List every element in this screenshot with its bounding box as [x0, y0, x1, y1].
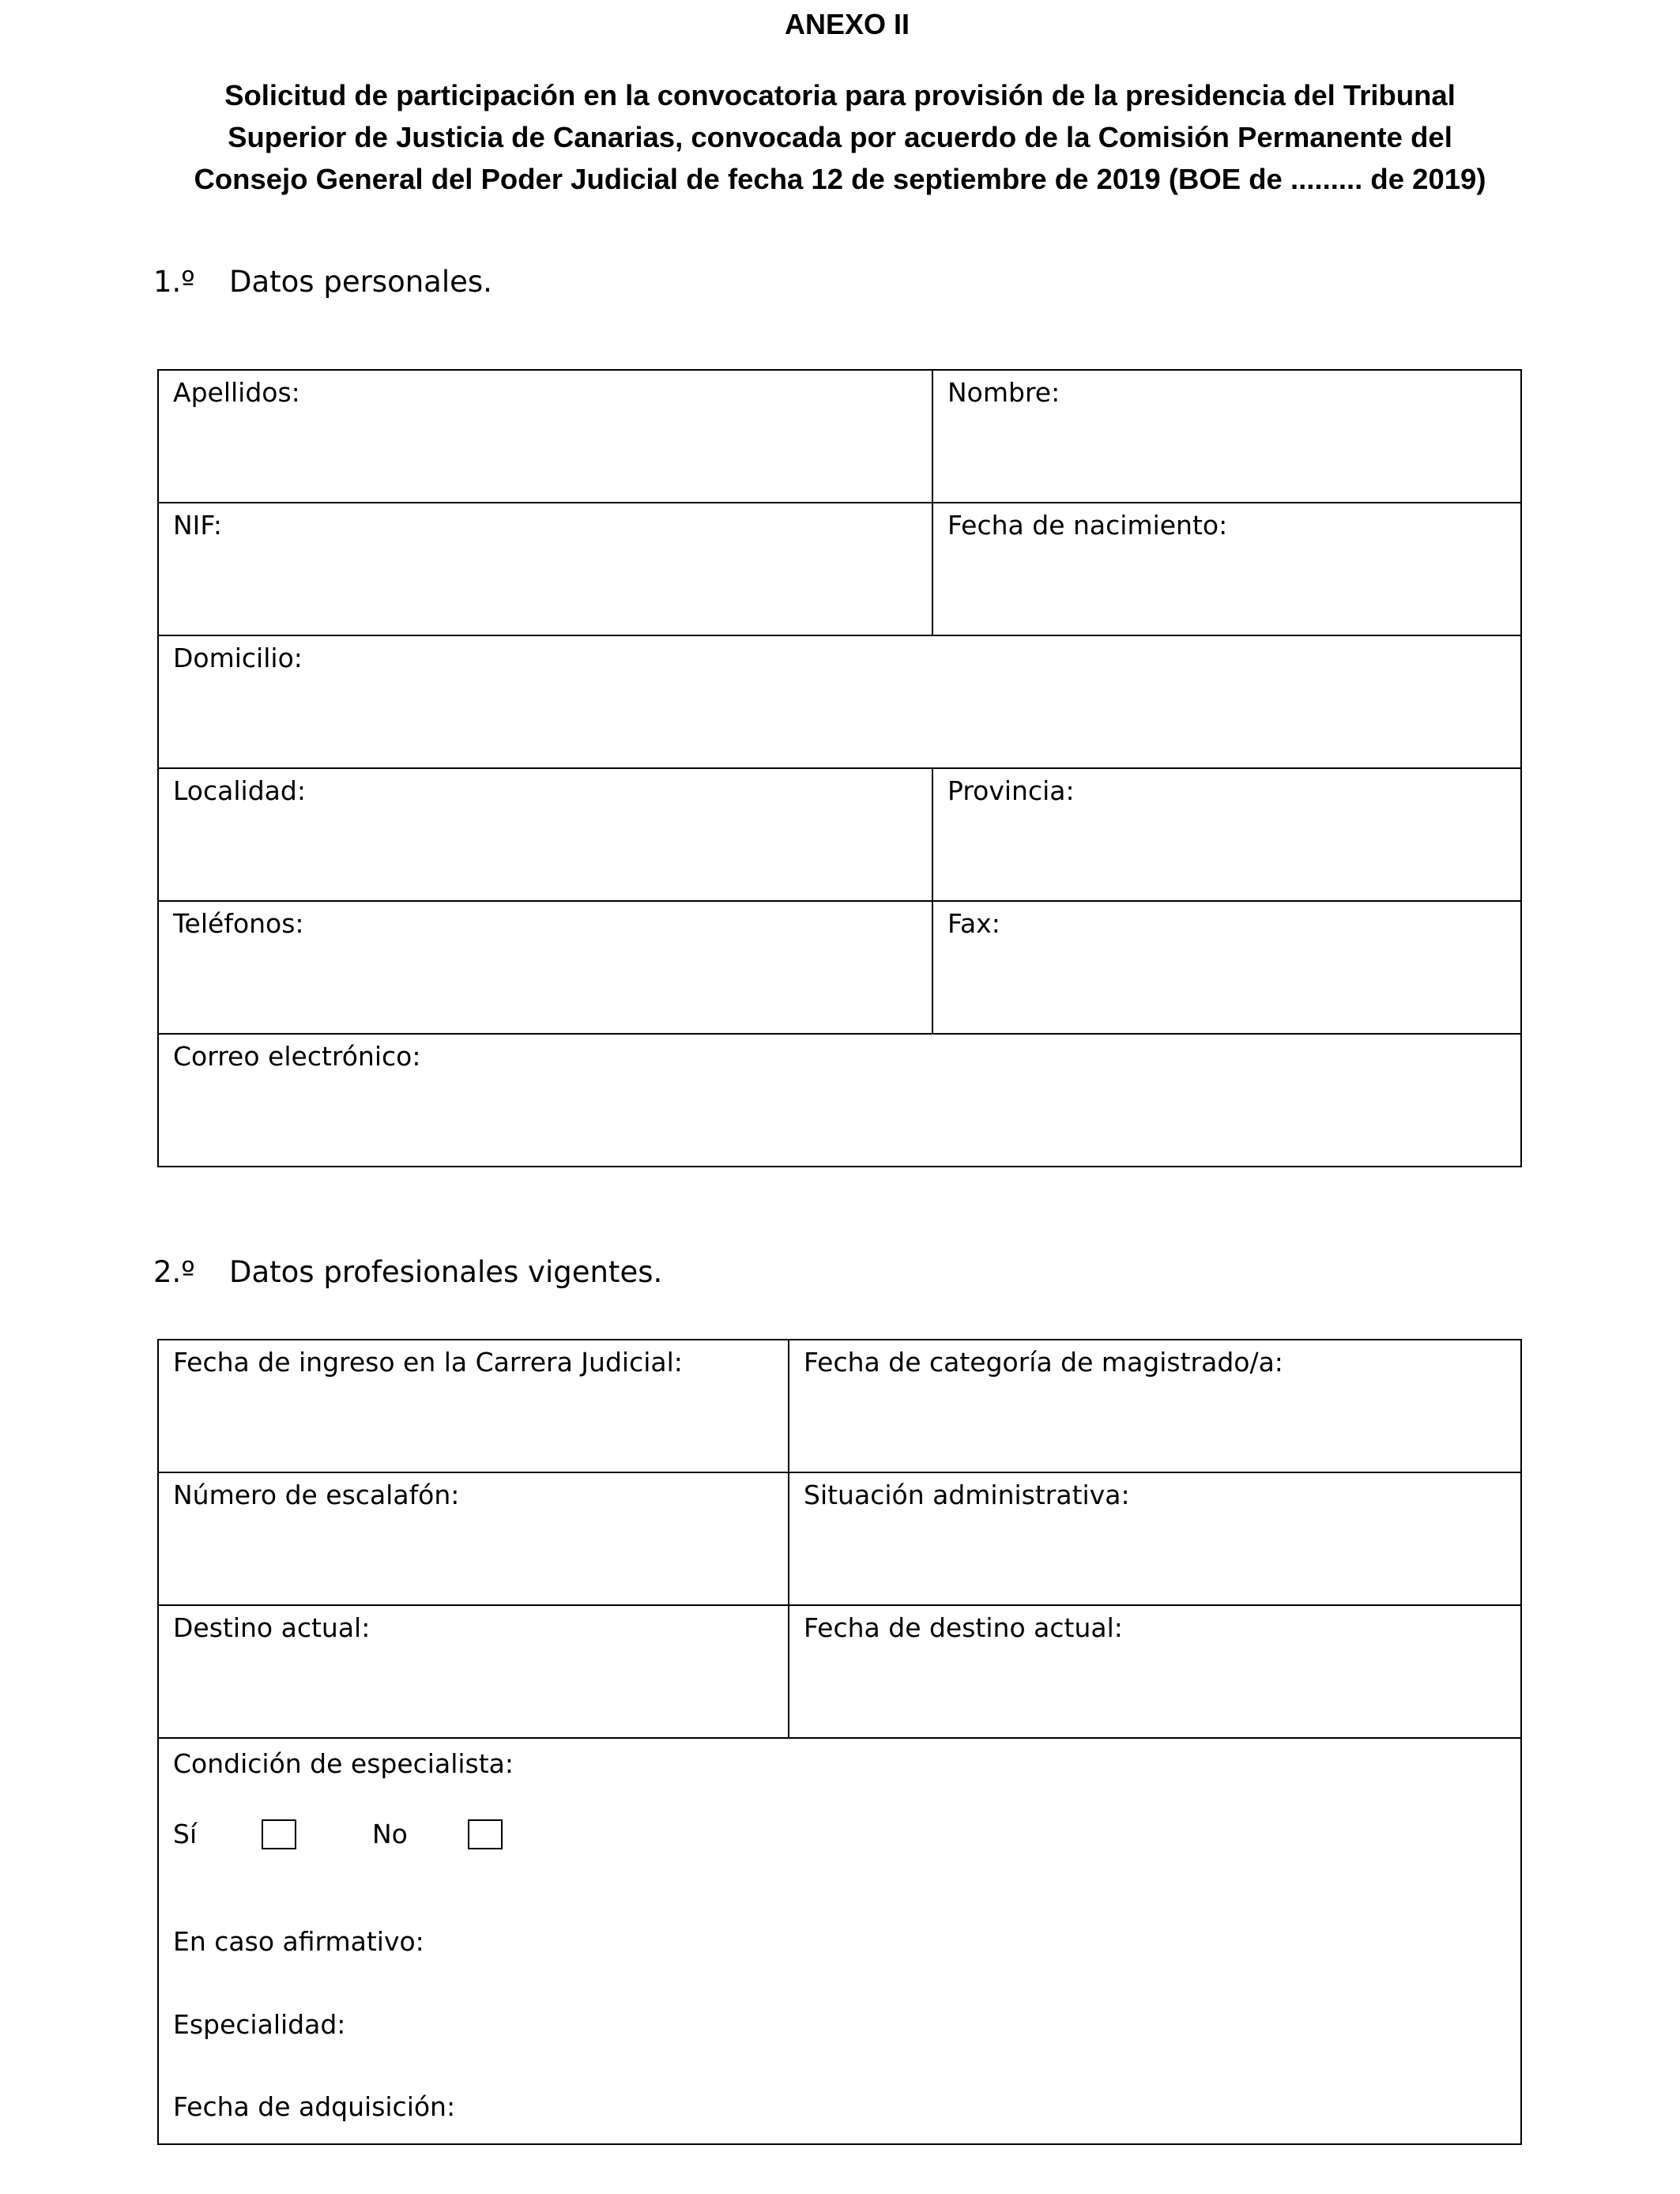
yes-label: Sí	[173, 1819, 198, 1849]
category-date-label: Fecha de categoría de magistrado/a:	[804, 1347, 1283, 1378]
section-number: 2.º	[153, 1255, 195, 1289]
ranking-number-field[interactable]	[158, 1472, 789, 1605]
provincia-field[interactable]	[932, 768, 1521, 901]
admin-status-label: Situación administrativa:	[804, 1480, 1130, 1510]
section-title: Datos profesionales vigentes.	[229, 1255, 663, 1289]
specialist-label: Condición de especialista:	[173, 1748, 514, 1779]
yes-checkbox[interactable]	[262, 1819, 296, 1849]
current-post-date-field[interactable]	[789, 1605, 1521, 1738]
nif-label: NIF:	[173, 510, 222, 541]
email-field[interactable]	[158, 1034, 1521, 1167]
subtitle-line-1: Solicitud de participación en la convocatoria para provisión de la presidencia del Tribunal	[224, 79, 1456, 111]
fax-field[interactable]	[932, 901, 1521, 1034]
apellidos-field[interactable]	[158, 370, 932, 503]
nombre-label: Nombre:	[947, 377, 1060, 408]
localidad-label: Localidad:	[173, 775, 306, 806]
entry-date-label: Fecha de ingreso en la Carrera Judicial:	[173, 1347, 683, 1378]
specialist-field	[158, 1738, 1521, 2144]
form-subtitle	[142, 74, 1538, 200]
domicilio-label: Domicilio:	[173, 643, 303, 673]
subtitle-line-2: Superior de Justicia de Canarias, convocada por acuerdo de la Comisión Permanente del	[228, 121, 1452, 153]
current-post-label: Destino actual:	[173, 1612, 371, 1643]
section-professional-heading	[153, 1255, 662, 1289]
nombre-field[interactable]	[932, 370, 1521, 503]
admin-status-field[interactable]	[789, 1472, 1521, 1605]
section-personal-heading	[153, 265, 492, 299]
section-number: 1.º	[153, 265, 195, 299]
section-title: Datos personales.	[229, 265, 492, 299]
fax-label: Fax:	[947, 908, 1000, 939]
personal-data-table	[157, 369, 1522, 1167]
localidad-field[interactable]	[158, 768, 932, 901]
specialty-label: Especialidad:	[173, 2009, 346, 2040]
professional-data-table	[157, 1339, 1522, 2145]
current-post-date-label: Fecha de destino actual:	[804, 1612, 1123, 1643]
current-post-field[interactable]	[158, 1605, 789, 1738]
telefonos-field[interactable]	[158, 901, 932, 1034]
domicilio-field[interactable]	[158, 635, 1521, 768]
provincia-label: Provincia:	[947, 775, 1075, 806]
if-yes-label: En caso afirmativo:	[173, 1926, 424, 1957]
no-label: No	[372, 1819, 408, 1849]
ranking-number-label: Número de escalafón:	[173, 1480, 460, 1510]
birthdate-field[interactable]	[932, 503, 1521, 635]
annex-title: ANEXO II	[784, 8, 910, 40]
email-label: Correo electrónico:	[173, 1041, 421, 1072]
telefonos-label: Teléfonos:	[173, 908, 304, 939]
category-date-field[interactable]	[789, 1340, 1521, 1472]
birthdate-label: Fecha de nacimiento:	[947, 510, 1228, 541]
apellidos-label: Apellidos:	[173, 377, 300, 408]
nif-field[interactable]	[158, 503, 932, 635]
subtitle-line-3: Consejo General del Poder Judicial de fecha 12 de septiembre de 2019 (BOE de ......... de 2019)	[194, 163, 1486, 195]
no-checkbox[interactable]	[468, 1819, 503, 1849]
entry-date-field[interactable]	[158, 1340, 789, 1472]
acquisition-date-label: Fecha de adquisición:	[173, 2091, 456, 2122]
